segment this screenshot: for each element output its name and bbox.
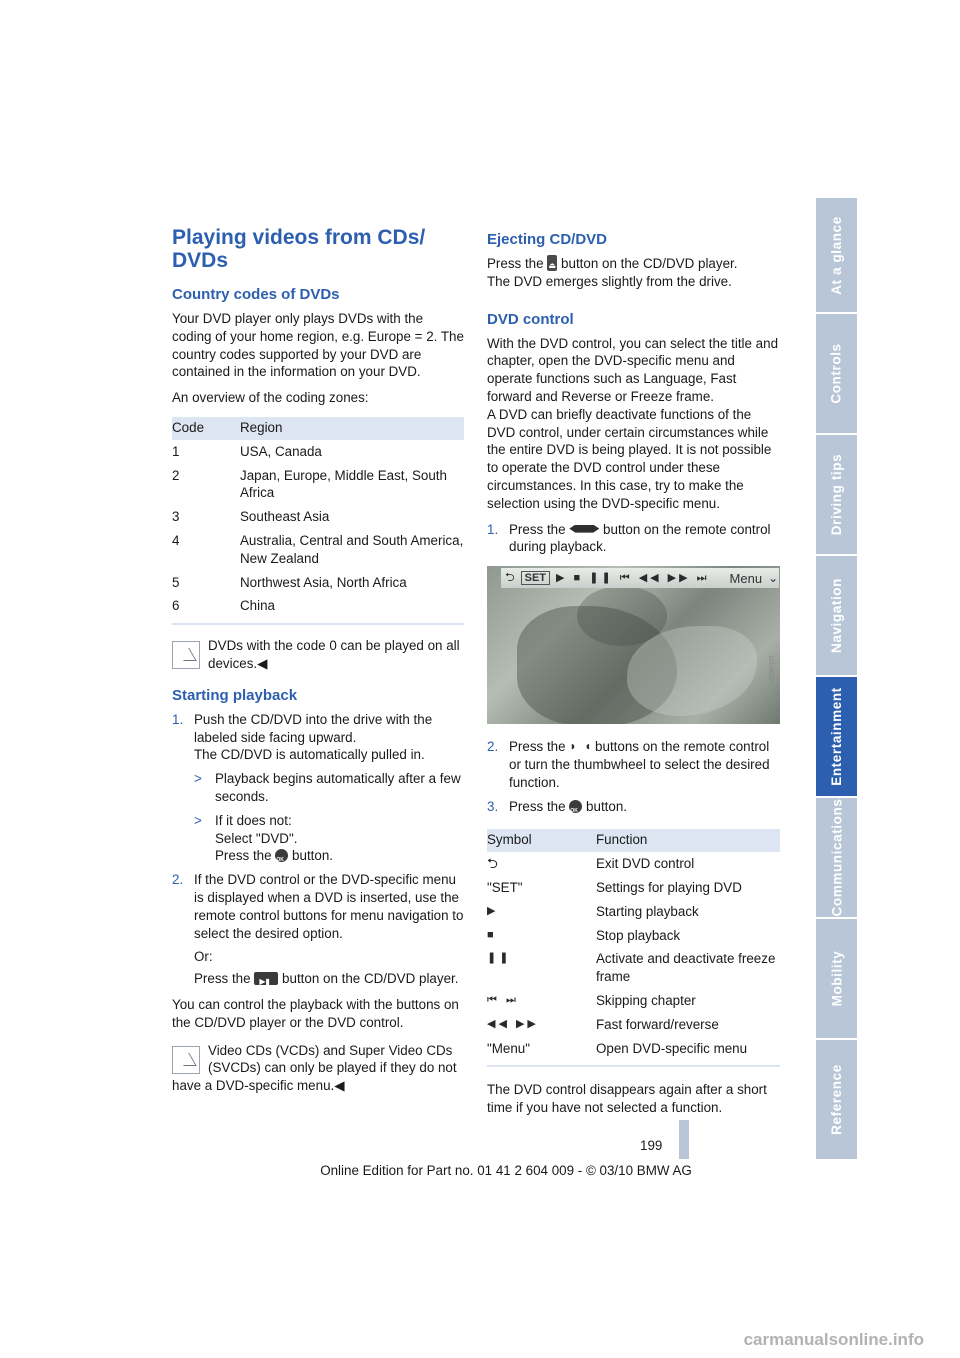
skip-icon: ⏮ ⏭ [487, 993, 519, 1006]
fast-forward-reverse-icon: ◀◀ ▶▶ [487, 1017, 539, 1030]
back-arrow-icon: ⮌ [505, 569, 515, 584]
section-heading-starting-playback: Starting playback [172, 686, 298, 704]
table-row: ⮌ Exit DVD control [487, 852, 780, 876]
paragraph: An overview of the coding zones: [172, 390, 369, 406]
list-item: > Playback begins automatically after a few seconds. [194, 771, 461, 804]
playback-steps [172, 711, 464, 988]
tab-controls[interactable]: Controls [816, 314, 857, 435]
dvd-control-bar: ⮌ SET ▶ ■ ❚❚ ⏮ ◀◀ ▶▶ ⏭ Menu ⌄ [501, 568, 779, 588]
table-row: 2 Japan, Europe, Middle East, South Africa [172, 467, 447, 501]
exit-icon: ⮌ [487, 856, 498, 872]
section-heading-ejecting: Ejecting CD/DVD [487, 231, 608, 248]
play-pause-button-icon [254, 972, 278, 985]
stop-icon: ■ [487, 928, 497, 941]
note-icon [172, 641, 200, 669]
table-row: ❚❚ Activate and deactivate freeze frame [487, 947, 780, 989]
paragraph: Press the ⏏ button on the CD/DVD player. The DVD emerges slightly from the drive. [487, 255, 780, 291]
table-row: 1 USA, Canada [172, 443, 322, 459]
page-title: Playing videos from CDs/ DVDs [172, 226, 426, 272]
menu-button-icon [569, 523, 599, 535]
watermark: carmanualsonline.info [743, 1330, 924, 1349]
paragraph: You can control the playback with the buttons on the CD/DVD player or the DVD control. [172, 996, 459, 1030]
list-item: 1. Press the button on the remote control during playback. [487, 521, 771, 555]
tab-entertainment[interactable]: Entertainment [816, 677, 857, 798]
table-header: Symbol [487, 829, 596, 852]
table-row: ⏮ ⏭ Skipping chapter [487, 989, 780, 1013]
table-header: Code [172, 417, 240, 440]
tab-reference[interactable]: Reference [816, 1040, 857, 1161]
table-row: ▶ Starting playback [487, 900, 780, 924]
note-block: Video CDs (VCDs) and Super Video CDs (SVCDs) can only be played if they do not have a DVD-specific menu.◀ [172, 1042, 457, 1094]
tab-mobility[interactable]: Mobility [816, 919, 857, 1040]
footer: Online Edition for Part no. 01 41 2 604 009 - © 03/10 BMW AG [320, 1163, 692, 1178]
sub-list [194, 770, 464, 865]
list-item: 1. Push the CD/DVD into the drive with the labeled side facing upward. The CD/DVD is automatically pulled in. > Playback begins automatically after a few seconds. > If it does not: Select "DVD". Press the OK button. [172, 711, 464, 865]
tab-at-a-glance[interactable]: At a glance [816, 198, 857, 314]
note-icon [172, 1046, 200, 1074]
list-item: 2. If the DVD control or the DVD-specific menu is displayed when a DVD is inserted, use the remote control buttons for menu navigation to select the desired option. Or: Press the ▶▮ button on the CD/DVD player. [172, 871, 464, 988]
paragraph: Your DVD player only plays DVDs with the coding of your home region, e.g. Europe = 2. The country codes supported by your DVD are contained in the information on your DVD. [172, 311, 464, 380]
note-block: DVDs with the code 0 can be played on all devices.◀ [172, 637, 464, 673]
table-row: 3 Southeast Asia [172, 509, 330, 525]
ok-button-icon [275, 849, 288, 862]
ok-button-icon [569, 800, 582, 813]
tab-navigation[interactable]: Navigation [816, 556, 857, 677]
dvd-control-screenshot: ⮌ SET ▶ ■ ❚❚ ⏮ ◀◀ ▶▶ ⏭ Menu ⌄ V2360105 [487, 566, 780, 724]
page-number: 199 [640, 1138, 663, 1153]
list-item: 3. Press the OK button. [487, 798, 780, 816]
list-item: 2. Press the ◗ ◖ buttons on the remote control or turn the thumbwheel to select the desired function. [487, 738, 780, 791]
pause-icon: ❚❚ [487, 952, 512, 965]
footer-bar [679, 1120, 689, 1159]
table-row: "SET" Settings for playing DVD [487, 879, 742, 895]
table-header: Function [596, 829, 780, 852]
table-row: 6 China [172, 594, 464, 624]
paragraph: With the DVD control, you can select the title and chapter, open the DVD-specific menu and operate functions such as Language, Fast forward and Reverse or Freeze frame. A DVD can briefly deactivate functions of the DVD control, under certain circumstances while the entire DVD is being played. It is not possible to operate the DVD control under these circumstances. In this case, try to make the selection using the DVD-specific menu. [487, 335, 779, 511]
tab-communications[interactable]: Communications [816, 798, 857, 919]
right-column [487, 231, 780, 1125]
dvd-control-steps [487, 521, 780, 557]
coding-zones-table [172, 417, 464, 625]
paragraph: The DVD control disappears again after a short time if you have not selected a function. [487, 1082, 767, 1116]
section-heading-dvd-control: DVD control [487, 310, 574, 328]
play-icon: ▶ [487, 904, 499, 917]
table-header: Region [240, 417, 464, 440]
symbols-table [487, 829, 780, 1067]
tab-driving-tips[interactable]: Driving tips [816, 435, 857, 556]
list-item: > If it does not: Select "DVD". Press the OK button. [194, 812, 464, 865]
table-row: 5 Northwest Asia, North Africa [172, 574, 407, 590]
chevron-down-icon: ⌄ [768, 571, 779, 586]
eject-button-icon [547, 255, 557, 271]
table-row: "Menu" Open DVD-specific menu [487, 1037, 780, 1067]
dvd-control-steps-continued [487, 738, 780, 815]
chapter-tabs [816, 198, 857, 1161]
table-row: ■ Stop playback [487, 924, 780, 948]
left-column [172, 226, 464, 1109]
table-row: ◀◀ ▶▶ Fast forward/reverse [487, 1013, 780, 1037]
left-right-buttons-icon [569, 739, 591, 753]
section-heading-country-codes: Country codes of DVDs [172, 286, 340, 303]
playback-icons: ▶ ■ ❚❚ ⏮ ◀◀ ▶▶ ⏭ [556, 572, 710, 585]
table-row: 4 Australia, Central and South America, New Zealand [172, 532, 464, 566]
